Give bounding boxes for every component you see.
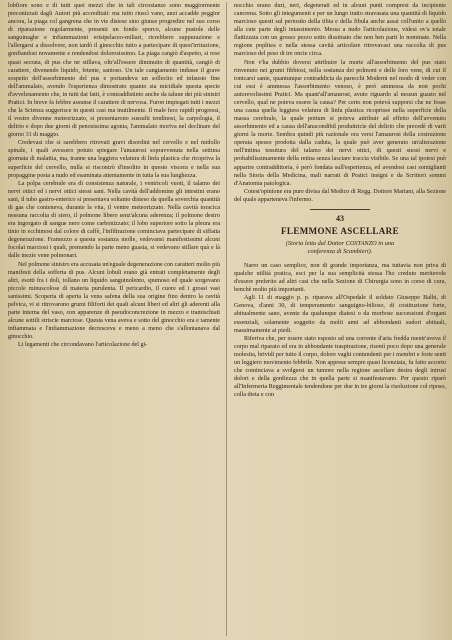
- article-title: FLEMMONE ASCELLARE: [281, 225, 399, 236]
- right-paragraph-1: nocchio erano duri, neri, degenerati ed in alcuni punti compresi da incipiente cancrena. Sotto gli integumenti e per un lungo tratto stravasata una quantità di liquido marcioso questi sul periostio della tibia e della fibula anche assai coll'unito a quello alla cute parte degli intassimento. Messa a nudo l'articolazione, videsi ov'a totale flattizzata con un grosso pezzo sotto dissimato che non ben parti lo nominate. Nella regione poplitea e nella stessa cavità articolare ritrovavasi una raccolta di pus marcioso del peso di tre oncie circa.: [234, 3, 446, 58]
- left-paragraph-2: Credevasi che si sarebbero ritrovati gravi disordini nel cervello e nel midollo spinale, i quali avessero potuto spiegare l'amaurosi sopravvenuta nella settima giornata di malattia, ma, tranne una leggiera velatura di linfa plastica che ricopriva la superficie del cervello, nulla si riscontrò d'insolito in questo viscera e nella sua propaggine posta a nudo ed esaminata attentamente in tutta la sua lunghezza.: [8, 140, 220, 179]
- section-separator: [310, 209, 370, 210]
- left-paragraph-5: Li legamenti che circondavano l'articolazione del gi-: [18, 342, 148, 349]
- left-column: [8, 2, 220, 349]
- article-number: 43: [336, 213, 344, 223]
- article-paragraph-1: Narro un caso semplice, non di grande importanza, ma tuttavia non priva di qualche utilità pratica, esci per la sua semplicità stessa l'ho creduto meritevole d'essere preferito ad altri casi che nella Sezione di Chirurgia sono in corso di cura, benchè molto più importanti.: [234, 262, 446, 294]
- left-paragraph-3: La polpa cerebrale era di consistenza naturale, i ventricoli vuoti, il talamo dei nervi ottici ed i nervi ottici stessi sani. Nella cavità dell'addomine gli intestini erano sani, il tubo gastro-enterico si presentava soltanto disteso da quella soverchia quantità di gas che conteneva, durante la vita, il ventre meteorizzato. Nella cavità toracica nessuna raccolta di siero, il polmone libero senz'alcuna aderenza; il polmone destro era ingorgato di sangue nero come carbonizzato; il lobo superiore sotto la pleura era tinto in ecchimosi dal colore di caffè, l'infiltrazione cominciava partecipare di siffatta degenerazione. Framezzo a questa sostanza molle, vedevansi manifestissimi alcuni focolai marciosi i quali, premendo la parte meno guasta, si vedevano stillare quà e là dalle inezie vene polmonari.: [8, 180, 220, 260]
- article-subtitle-line-2: conferenza di Scambieri).: [307, 247, 373, 255]
- right-paragraph-2: Non v'ha dubbio doversi attribuire la morte all'assorbimento del pus stato rinvenuto nei grumi fibbiosi, nella sostanza dei polmoni e delle loro vene, di cui il tonicarsi sanie, quantunque contraddicta da parecchi Moderni nel modo di veder con cui essi è ammessa l'assorbimento venoso, è però ammessa da non pochi autorevolissimi Pratici. Ma quant'all'amaurosi, avuto riguardo al nessun guasto nel cervello, qual ne poteva essere la causa? Per certo non potevá supporsi che ne fosse una causa quella leggiera velatura di linfa plastica ricoprisse nella superficie della massa cerebrale, la quale pottum si poteva attribuir ad effetto dell'avvenuto assorbimento ed a causa dell'anacondibil produttricie del delirio che precedè di varii giorni la morte. Sembra quindi più razionale ora versi l'amaurosi della costruzione operata spesso prodotta dalla caduta, la quale può aver generato un'alterazione nell'intima tessitura del talamo dei nervi ottici, di questi stessi nervi e probabilissimamente della retina senza lasciare traccia visibile. Se una tal ipotesi può apparire contraddittoria, è però fondata sull'esperienza, ed avendosi casi somiglianti nella Storia della Medicina, mali narrati di Pratici insigni e da Scrittori sommi d'Anatomia patologica.: [234, 59, 446, 187]
- column-divider: [226, 2, 227, 636]
- article-paragraph-2: Agli 11 di maggio p. p. riparava all'Ospedale il soldato Giuseppe Balbi, di Genova, d'anni 30, di temperamento sanguigno-bilioso, di costituzione forte, abitualmente sano, avente da qualunque diatesi o da morbose successioni d'organi essenziali, solamente soggetto da molti anni ad abbondanti sudori abituali, massimamente ai piedi.: [234, 295, 446, 334]
- right-paragraph-3: Cotest'opinione era pure divisa dal Medico di Regg. Dottore Mariani, alla Sezione del quale apparteneva l'infermo.: [234, 188, 446, 203]
- article-subtitle-line-1: (Storia letta dal Dottor COSTANZO in una: [285, 239, 395, 247]
- article-paragraph-3: Riferiva che, per essere stato esposto ad una corrente d'aria fredda mentr'aveva il corpo mal riparato ed era in abbondante traspirazione, risentì poco dopo una generale molestia, brividi per tutto il corpo, dolore vaghi contundenti per i membri e forte senti un leggiero movimento febbrile. Non apprese sempre quasi licenziata, fu fatto accorto che cominciava a svolgersi un tumore nella regione ascellare destra degli intrusi dolori e della gonfiezza che in quella parte si manifestavano. Per questo riparò all'Infermeria Reggimentale tendendone per due in tre giorni la risoluzione col riposo, colla dieta e con: [234, 335, 446, 399]
- right-column: [234, 2, 446, 399]
- left-paragraph-4: Nel polmone sinistro era accusata un'eguale degenerazione con caratteri molto più manifesti della sofferta di pus. Alcuni lobuli erano già entrati completamente degli altri, esotti fra i dolì, tollano un liquido sanguinolento, spumoso ed quale sorgevano piccole minuscolose di materia purulenta. Il pericardio, il cuore ed i grossi vasi sanissimi. Scoperta di aperta la vena safena della sua origine fino dentro la cavità pelvica, vi si ritrovarono grumi filiforti dei quali alcuni liberi ed altri gli aderenti alla parte interna del vaso, con apparenze di pseudoconcrezione in mezzo e tramischiati alcune sottili striscie marciose. Questa vena aveva e sotto del ginocchio era e tamente infiammata e l'infiammazione decresceva e meno a meno che s'allontanava dal ginocchio.: [8, 261, 220, 341]
- left-paragraph-1: lobfiore sono e di tutti quei mezzi che in tali circostanze sono maggiormente preconizzati dagli Autori più accreditati: ma tutto riuscì vano, anzi accadde peggior ancora, la piaga col gangrena che in vie distese sino giunse progredire nel suo corso di riparazione regolarmente, presenti un fondo sporco, alcune pustole delle sanguinaghe e infiammazioni erisipelaceo-miliari, ricrebbero suppurazione e l'allergarsi a dissolvere, non tardò il ginocchio tutto a partecipare di quest'irritazione, gonfiandosi novamente e rendendosi dolorosissimo. La piaga cangiò d'aspetto, si rese quasi secrata, di pus che ne stillava, oltr'all'essere diminuito di quantità, cangiò di carattere, divenendo liquido, fetente, sanioso. Un tale cangiamento indusse il grave sospetto dell'assorbimento del pus e portandeva un sollecito ed infausto fine dell'ammalato, avendo l'esperienza dimostrato quanto sia micidiale questa specie d'avvelenamento che, in tutti dai fatti, è contraddistinto anche da talune dei più sinistri Pratici. In breve fa febbre assunse il carattere di nervosa. Furon impiegati tutti i mezzi che la Scienza suggerisce in questi casi ma inutilmente. Il male fece rapidi progressi, il vostro divenne meteorizzato, si presentarono sussulti tendinosi, la carpologia, il delirio e dopo due giorni di penosissima agonia, l'ammalato moriva nel declinare del giorno 31 di maggio.: [8, 3, 220, 139]
- article-subtitle: [234, 240, 446, 256]
